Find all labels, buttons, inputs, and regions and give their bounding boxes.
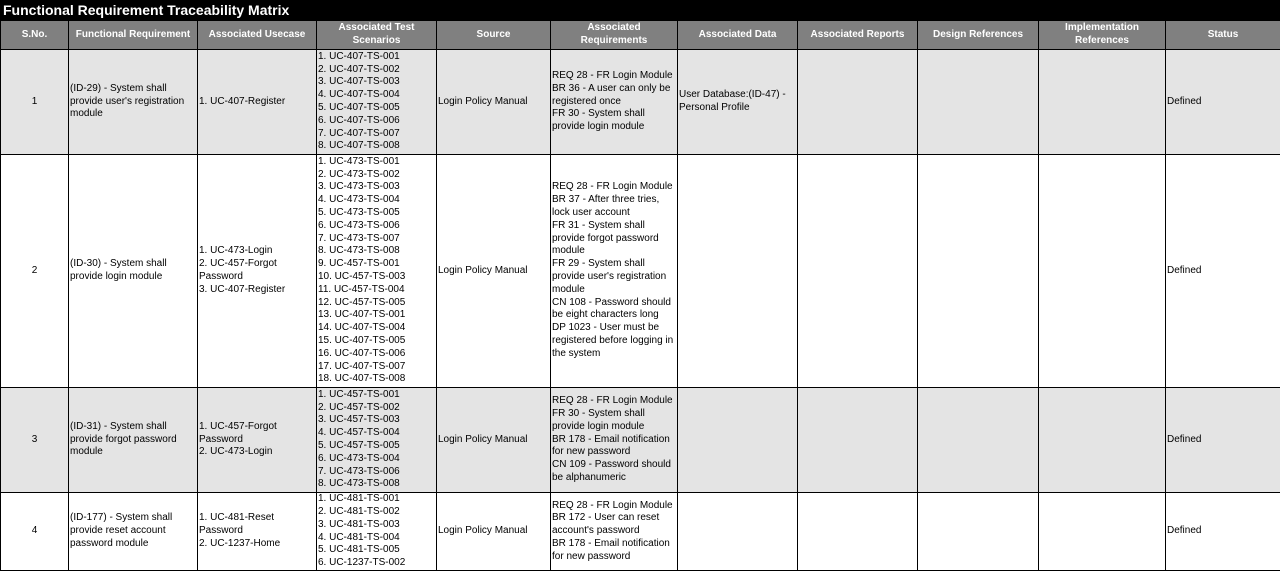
cell-status[interactable]: Defined bbox=[1166, 493, 1280, 571]
cell-associated-data[interactable]: User Database:(ID-47) - Personal Profile bbox=[678, 50, 798, 155]
cell-associated-data[interactable] bbox=[678, 388, 798, 493]
cell-functional-requirement[interactable]: (ID-29) - System shall provide user's registration module bbox=[69, 50, 198, 155]
cell-source[interactable]: Login Policy Manual bbox=[437, 493, 551, 571]
list-line: 3. UC-481-TS-003 bbox=[318, 518, 400, 530]
list-line: BR 178 - Email notification for new password bbox=[552, 537, 670, 562]
list-line: 5. UC-473-TS-005 bbox=[318, 207, 400, 219]
header-source[interactable]: Source bbox=[437, 21, 551, 50]
cell-sno[interactable]: 1 bbox=[1, 50, 69, 155]
list-line: 2. UC-407-TS-002 bbox=[318, 63, 400, 75]
cell-source[interactable]: Login Policy Manual bbox=[437, 155, 551, 388]
list-line: 2. UC-481-TS-002 bbox=[318, 505, 400, 517]
table-row[interactable] bbox=[1, 50, 1280, 155]
list-line: 18. UC-407-TS-008 bbox=[318, 373, 406, 385]
list-line: 5. UC-407-TS-005 bbox=[318, 102, 400, 113]
list-line: 7. UC-473-TS-007 bbox=[318, 232, 400, 244]
header-status[interactable]: Status bbox=[1166, 21, 1280, 50]
list-line: 1. UC-457-Forgot Password bbox=[199, 420, 277, 445]
cell-design-references[interactable] bbox=[918, 50, 1039, 155]
cell-associated-test-scenarios[interactable] bbox=[317, 50, 437, 155]
list-line: 6. UC-407-TS-006 bbox=[318, 114, 400, 126]
list-line: 2. UC-1237-Home bbox=[199, 537, 281, 549]
list-line: 6. UC-473-TS-004 bbox=[318, 452, 400, 464]
cell-associated-requirements[interactable] bbox=[551, 493, 678, 571]
cell-functional-requirement[interactable]: (ID-31) - System shall provide forgot password module bbox=[69, 388, 198, 493]
list-line: 1. UC-473-TS-001 bbox=[318, 155, 400, 167]
header-associated-test-scenarios[interactable]: Associated Test Scenarios bbox=[317, 21, 437, 50]
list-line: FR 29 - System shall provide user's registration module bbox=[552, 258, 667, 295]
list-line: 1. UC-473-Login bbox=[199, 245, 273, 257]
table-row[interactable] bbox=[1, 388, 1280, 493]
cell-implementation-references[interactable] bbox=[1039, 50, 1166, 155]
list-line: 6. UC-1237-TS-002 bbox=[318, 557, 406, 569]
list-line: REQ 28 - FR Login Module bbox=[552, 499, 673, 511]
cell-associated-test-scenarios[interactable] bbox=[317, 388, 437, 493]
cell-associated-test-scenarios[interactable] bbox=[317, 155, 437, 388]
list-line: BR 178 - Email notification for new password bbox=[552, 433, 670, 458]
list-line: 1. UC-457-TS-001 bbox=[318, 388, 400, 400]
list-line: 4. UC-407-TS-004 bbox=[318, 89, 400, 101]
list-line: 1. UC-407-Register bbox=[199, 95, 286, 107]
cell-associated-data[interactable] bbox=[678, 155, 798, 388]
list-line: 9. UC-457-TS-001 bbox=[318, 258, 400, 270]
list-line: DP 1023 - User must be registered before logging in the system bbox=[552, 322, 674, 359]
traceability-table bbox=[0, 20, 1280, 571]
list-line: 8. UC-407-TS-008 bbox=[318, 140, 400, 152]
list-line: 8. UC-473-TS-008 bbox=[318, 478, 400, 490]
table-row[interactable] bbox=[1, 493, 1280, 571]
list-line: FR 30 - System shall provide login module bbox=[552, 108, 645, 133]
header-associated-data[interactable]: Associated Data bbox=[678, 21, 798, 50]
header-implementation-references[interactable]: Implementation References bbox=[1039, 21, 1166, 50]
list-line: 4. UC-473-TS-004 bbox=[318, 194, 400, 206]
list-line: FR 30 - System shall provide login module bbox=[552, 408, 645, 432]
list-line: 4. UC-481-TS-004 bbox=[318, 531, 400, 543]
list-line: 1. UC-481-TS-001 bbox=[318, 493, 400, 505]
cell-implementation-references[interactable] bbox=[1039, 155, 1166, 388]
cell-associated-reports[interactable] bbox=[798, 155, 918, 388]
cell-associated-reports[interactable] bbox=[798, 50, 918, 155]
table-row[interactable] bbox=[1, 155, 1280, 388]
page-title: Functional Requirement Traceability Matrix bbox=[0, 0, 1280, 20]
list-line: 2. UC-457-Forgot Password bbox=[199, 258, 277, 282]
list-line: 12. UC-457-TS-005 bbox=[318, 296, 406, 308]
cell-status[interactable]: Defined bbox=[1166, 388, 1280, 493]
cell-source[interactable]: Login Policy Manual bbox=[437, 388, 551, 493]
list-line: 7. UC-473-TS-006 bbox=[318, 465, 400, 477]
list-line: BR 172 - User can reset account's password bbox=[552, 512, 660, 537]
cell-associated-reports[interactable] bbox=[798, 388, 918, 493]
list-line: 4. UC-457-TS-004 bbox=[318, 427, 400, 439]
cell-implementation-references[interactable] bbox=[1039, 388, 1166, 493]
list-line: 6. UC-473-TS-006 bbox=[318, 219, 400, 231]
list-line: FR 31 - System shall provide forgot password module bbox=[552, 219, 659, 257]
cell-associated-reports[interactable] bbox=[798, 493, 918, 571]
list-line: 13. UC-407-TS-001 bbox=[318, 309, 406, 321]
list-line: 3. UC-407-Register bbox=[199, 283, 286, 295]
list-line: REQ 28 - FR Login Module bbox=[552, 181, 673, 193]
list-line: 1. UC-481-Reset Password bbox=[199, 512, 275, 537]
cell-design-references[interactable] bbox=[918, 388, 1039, 493]
cell-associated-usecase[interactable] bbox=[198, 155, 317, 388]
list-line: CN 109 - Password should be alphanumeric bbox=[552, 459, 671, 483]
cell-associated-data[interactable] bbox=[678, 493, 798, 571]
cell-sno[interactable]: 2 bbox=[1, 155, 69, 388]
list-line: 8. UC-473-TS-008 bbox=[318, 245, 400, 257]
list-line: CN 108 - Password should be eight characters long bbox=[552, 296, 671, 321]
cell-associated-usecase[interactable] bbox=[198, 388, 317, 493]
list-line: 15. UC-407-TS-005 bbox=[318, 334, 406, 346]
list-line: 5. UC-481-TS-005 bbox=[318, 544, 400, 556]
cell-sno[interactable]: 4 bbox=[1, 493, 69, 571]
list-line: 14. UC-407-TS-004 bbox=[318, 322, 406, 334]
table-header-row bbox=[1, 21, 1280, 50]
cell-status[interactable]: Defined bbox=[1166, 155, 1280, 388]
list-line: BR 37 - After three tries, lock user account bbox=[552, 194, 660, 219]
cell-associated-usecase[interactable] bbox=[198, 50, 317, 155]
list-line: 10. UC-457-TS-003 bbox=[318, 271, 406, 282]
header-sno[interactable]: S.No. bbox=[1, 21, 69, 50]
cell-sno[interactable]: 3 bbox=[1, 388, 69, 493]
cell-functional-requirement[interactable]: (ID-30) - System shall provide login module bbox=[69, 155, 198, 388]
header-associated-requirements[interactable]: Associated Requirements bbox=[551, 21, 678, 50]
cell-associated-test-scenarios[interactable] bbox=[317, 493, 437, 571]
list-line: 3. UC-407-TS-003 bbox=[318, 76, 400, 88]
list-line: 3. UC-457-TS-003 bbox=[318, 414, 400, 426]
cell-source[interactable]: Login Policy Manual bbox=[437, 50, 551, 155]
list-line: 1. UC-407-TS-001 bbox=[318, 50, 400, 62]
list-line: 2. UC-473-Login bbox=[199, 446, 273, 458]
cell-design-references[interactable] bbox=[918, 493, 1039, 571]
header-associated-reports[interactable]: Associated Reports bbox=[798, 21, 918, 50]
list-line: 2. UC-473-TS-002 bbox=[318, 168, 400, 180]
cell-associated-requirements[interactable] bbox=[551, 50, 678, 155]
cell-associated-usecase[interactable] bbox=[198, 493, 317, 571]
list-line: 5. UC-457-TS-005 bbox=[318, 440, 400, 451]
cell-associated-requirements[interactable] bbox=[551, 155, 678, 388]
cell-associated-requirements[interactable] bbox=[551, 388, 678, 493]
list-line: REQ 28 - FR Login Module bbox=[552, 395, 673, 407]
list-line: REQ 28 - FR Login Module bbox=[552, 70, 673, 81]
header-functional-requirement[interactable]: Functional Requirement bbox=[69, 21, 198, 50]
list-line: 7. UC-407-TS-007 bbox=[318, 127, 400, 139]
list-line: BR 36 - A user can only be registered once bbox=[552, 82, 671, 107]
header-associated-usecase[interactable]: Associated Usecase bbox=[198, 21, 317, 50]
cell-design-references[interactable] bbox=[918, 155, 1039, 388]
list-line: 17. UC-407-TS-007 bbox=[318, 360, 406, 372]
list-line: 2. UC-457-TS-002 bbox=[318, 401, 400, 413]
list-line: 11. UC-457-TS-004 bbox=[318, 283, 405, 295]
list-line: 3. UC-473-TS-003 bbox=[318, 181, 400, 193]
cell-functional-requirement[interactable]: (ID-177) - System shall provide reset account password module bbox=[69, 493, 198, 571]
cell-status[interactable]: Defined bbox=[1166, 50, 1280, 155]
cell-implementation-references[interactable] bbox=[1039, 493, 1166, 571]
list-line: 16. UC-407-TS-006 bbox=[318, 347, 406, 359]
header-design-references[interactable]: Design References bbox=[918, 21, 1039, 50]
